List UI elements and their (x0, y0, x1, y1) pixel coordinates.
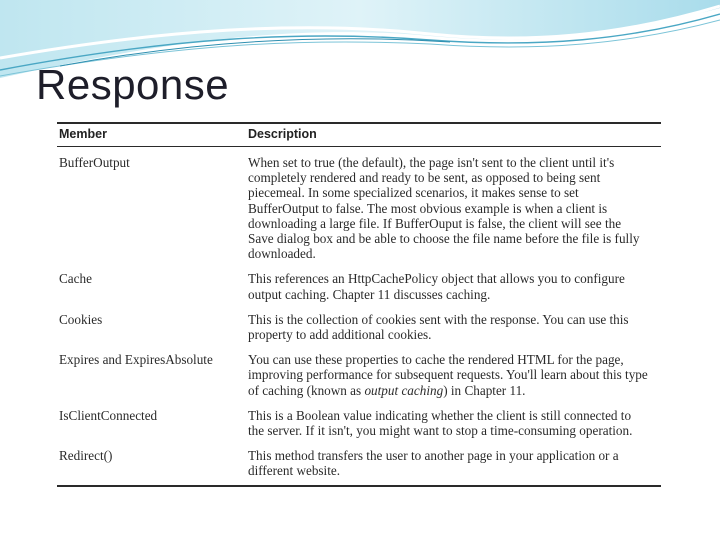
member-description: This is the collection of cookies sent with the response. You can use this property to add additional cookies. (248, 311, 629, 343)
member-name: BufferOutput (59, 155, 130, 170)
member-description: This is a Boolean value indicating whether the client is still connected to the server. If it isn't, you might want to stop a time-consuming operation. (248, 407, 633, 439)
table-row (57, 348, 661, 404)
table-row (57, 404, 661, 444)
table-row (57, 308, 661, 348)
member-name: Redirect() (59, 448, 113, 464)
description-text: ) in Chapter 11. (443, 382, 526, 398)
table-header (57, 124, 661, 147)
member-name: Cookies (59, 311, 103, 327)
description-text: You can use these properties to cache the rendered HTML for the page, improving performance for subsequent requests. You'll learn about this type of caching (known as (248, 352, 648, 398)
slide-title: Response (36, 61, 230, 108)
member-description: This references an HttpCachePolicy object that allows you to configure output caching. Chapter 11 discusses caching. (248, 271, 625, 302)
member-description: When set to true (the default), the page isn't sent to the client until it's completely rendered and ready to be sent, as opposed to being sent piecemeal. In some specialized scenarios, it makes sense to set BufferOutput to false. The most obvious example is when a client is downloading a large file. If BufferOuput is false, the client will see the Save dialog box and be able to choose the file name before the file is fully downloaded. (248, 155, 640, 262)
member-name: Cache (59, 271, 92, 287)
member-description (248, 352, 648, 398)
description-column-header: Description (248, 127, 317, 141)
table-row (57, 444, 661, 484)
table-row (57, 147, 661, 267)
emphasized-term: output caching (364, 382, 444, 398)
member-name: Expires and ExpiresAbsolute (59, 352, 213, 368)
member-column-header: Member (59, 127, 107, 141)
table-row (57, 267, 661, 307)
response-members-table (57, 122, 661, 487)
member-name: IsClientConnected (59, 407, 158, 423)
member-description: This method transfers the user to another page in your application or a different website. (248, 448, 619, 479)
